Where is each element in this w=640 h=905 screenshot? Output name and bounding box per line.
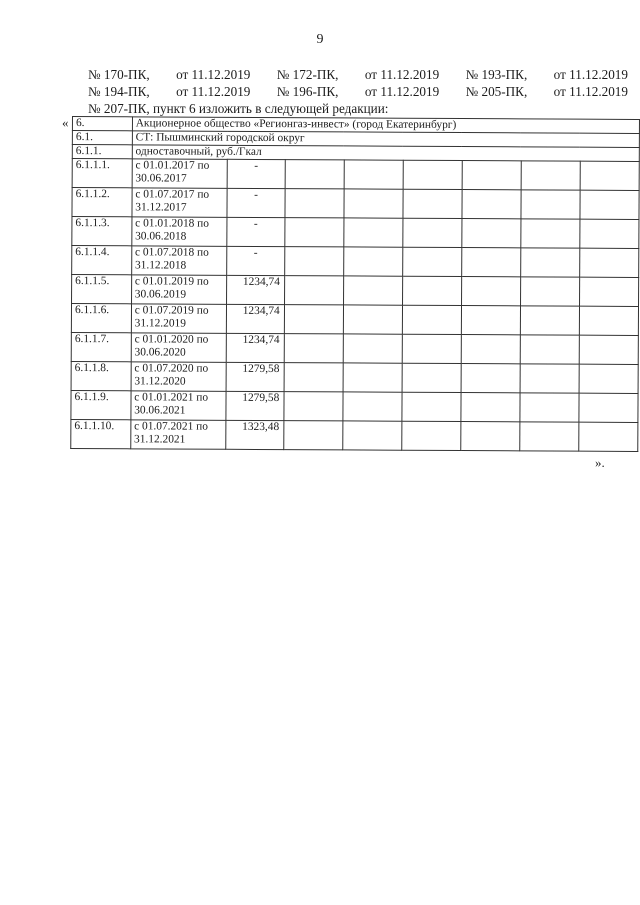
empty-cell: [580, 161, 639, 190]
period-cell: с 01.07.2017 по 31.12.2017: [132, 188, 227, 217]
empty-cell: [284, 305, 343, 334]
row-number-cell: 6.1.1.3.: [72, 217, 132, 246]
closing-quote: ».: [595, 455, 605, 470]
intro-line-1: [88, 66, 628, 83]
empty-cell: [285, 218, 344, 247]
empty-cell: [284, 334, 343, 363]
tariff-table: [70, 116, 640, 452]
empty-cell: [343, 421, 402, 450]
empty-cell: [520, 393, 579, 422]
empty-cell: [461, 393, 520, 422]
empty-cell: [402, 276, 461, 305]
table-row: [71, 390, 638, 422]
table-row: [72, 188, 639, 220]
empty-cell: [343, 392, 402, 421]
period-cell: с 01.07.2018 по 31.12.2018: [131, 246, 226, 275]
empty-cell: [403, 160, 462, 189]
empty-cell: [402, 421, 461, 450]
empty-cell: [402, 247, 461, 276]
tariff-value-cell: -: [227, 188, 285, 217]
empty-cell: [402, 363, 461, 392]
empty-cell: [402, 305, 461, 334]
empty-cell: [461, 364, 520, 393]
decree-date: от 11.12.2019: [176, 84, 251, 99]
empty-cell: [521, 248, 580, 277]
row-number-cell: 6.1.1.5.: [72, 275, 132, 304]
tariff-table-body: [71, 117, 640, 452]
empty-cell: [343, 363, 402, 392]
empty-cell: [520, 335, 579, 364]
empty-cell: [579, 277, 638, 306]
table-row: [72, 159, 639, 191]
empty-cell: [461, 422, 520, 451]
intro-line-3: [88, 100, 628, 117]
empty-cell: [579, 393, 638, 422]
empty-cell: [521, 161, 580, 190]
period-cell: с 01.01.2018 по 30.06.2018: [132, 217, 227, 246]
empty-cell: [285, 189, 344, 218]
table-row: [71, 304, 638, 336]
row-number-cell: 6.1.1.6.: [71, 304, 131, 333]
decree-number: № 170-ПК,: [88, 67, 150, 82]
empty-cell: [403, 189, 462, 218]
empty-cell: [344, 160, 403, 189]
intro-statement: № 207-ПК, пункт 6 изложить в следующей редакции:: [88, 101, 389, 116]
empty-cell: [462, 161, 521, 190]
tariff-value-cell: -: [227, 217, 285, 246]
tariff-value-cell: 1279,58: [226, 362, 284, 391]
period-cell: с 01.07.2020 по 31.12.2020: [131, 362, 226, 391]
period-cell: с 01.07.2019 по 31.12.2019: [131, 304, 226, 333]
table-row: [71, 419, 638, 451]
decree-number: № 205-ПК,: [465, 84, 528, 99]
decree-number: № 194-ПК,: [88, 84, 150, 99]
header-text-cell: СТ: Пышминский городской округ: [132, 131, 639, 148]
empty-cell: [462, 248, 521, 277]
opening-quote: «: [62, 115, 69, 130]
tariff-value-cell: 1234,74: [226, 333, 284, 362]
empty-cell: [579, 364, 638, 393]
intro-line-2: [88, 83, 628, 100]
empty-cell: [284, 421, 343, 450]
period-cell: с 01.01.2017 по 30.06.2017: [132, 159, 227, 188]
empty-cell: [402, 334, 461, 363]
row-number-cell: 6.1.1.4.: [72, 246, 132, 275]
row-number-cell: 6.1.1.7.: [71, 332, 131, 361]
empty-cell: [521, 219, 580, 248]
empty-cell: [343, 305, 402, 334]
empty-cell: [520, 277, 579, 306]
empty-cell: [285, 160, 344, 189]
period-cell: с 01.01.2019 по 30.06.2019: [131, 275, 226, 304]
decree-number: № 193-ПК,: [465, 67, 528, 82]
empty-cell: [520, 364, 579, 393]
row-number-cell: 6.1.1.: [72, 145, 132, 159]
empty-cell: [343, 247, 402, 276]
period-cell: с 01.01.2021 по 30.06.2021: [131, 391, 226, 420]
empty-cell: [520, 422, 579, 451]
empty-cell: [344, 218, 403, 247]
row-number-cell: 6.1.1.10.: [71, 419, 131, 448]
empty-cell: [402, 392, 461, 421]
empty-cell: [580, 248, 639, 277]
empty-cell: [462, 190, 521, 219]
tariff-table-wrapper: [70, 116, 640, 452]
tariff-value-cell: -: [227, 159, 285, 188]
decree-date: от 11.12.2019: [364, 67, 440, 82]
empty-cell: [461, 277, 520, 306]
decree-date: от 11.12.2019: [553, 67, 628, 82]
tariff-value-cell: 1234,74: [226, 304, 284, 333]
empty-cell: [579, 306, 638, 335]
empty-cell: [461, 335, 520, 364]
empty-cell: [580, 190, 639, 219]
period-cell: с 01.07.2021 по 31.12.2021: [131, 420, 226, 449]
page-number: 9: [316, 32, 324, 47]
empty-cell: [462, 219, 521, 248]
decree-date: от 11.12.2019: [364, 84, 440, 99]
tariff-value-cell: 1323,48: [226, 420, 284, 449]
decree-number: № 172-ПК,: [276, 67, 339, 82]
empty-cell: [579, 422, 638, 451]
header-text-cell: одноставочный, руб./Гкал: [132, 145, 639, 162]
tariff-value-cell: 1279,58: [226, 391, 284, 420]
empty-cell: [284, 363, 343, 392]
empty-cell: [284, 247, 343, 276]
empty-cell: [579, 335, 638, 364]
empty-cell: [343, 334, 402, 363]
period-cell: с 01.01.2020 по 30.06.2020: [131, 333, 226, 362]
table-row: [71, 361, 638, 393]
row-number-cell: 6.1.1.2.: [72, 188, 132, 217]
empty-cell: [521, 190, 580, 219]
intro-paragraph: [88, 66, 628, 117]
row-number-cell: 6.1.1.1.: [72, 159, 132, 188]
empty-cell: [343, 276, 402, 305]
empty-cell: [580, 219, 639, 248]
table-row: [72, 217, 639, 249]
row-number-cell: 6.1.1.8.: [71, 361, 131, 390]
header-text-cell: Акционерное общество «Регионгаз-инвест» (город Екатеринбург): [132, 117, 639, 134]
empty-cell: [461, 306, 520, 335]
empty-cell: [403, 218, 462, 247]
row-number-cell: 6.1.1.9.: [71, 390, 131, 419]
decree-number: № 196-ПК,: [276, 84, 339, 99]
empty-cell: [284, 276, 343, 305]
decree-date: от 11.12.2019: [553, 84, 628, 99]
table-row: [72, 275, 639, 307]
tariff-value-cell: 1234,74: [227, 275, 285, 304]
table-row: [72, 246, 639, 278]
row-number-cell: 6.1.: [72, 131, 132, 145]
empty-cell: [284, 392, 343, 421]
empty-cell: [520, 306, 579, 335]
empty-cell: [344, 189, 403, 218]
tariff-value-cell: -: [227, 246, 285, 275]
table-row: [71, 332, 638, 364]
decree-date: от 11.12.2019: [176, 67, 251, 82]
row-number-cell: 6.: [72, 117, 132, 131]
